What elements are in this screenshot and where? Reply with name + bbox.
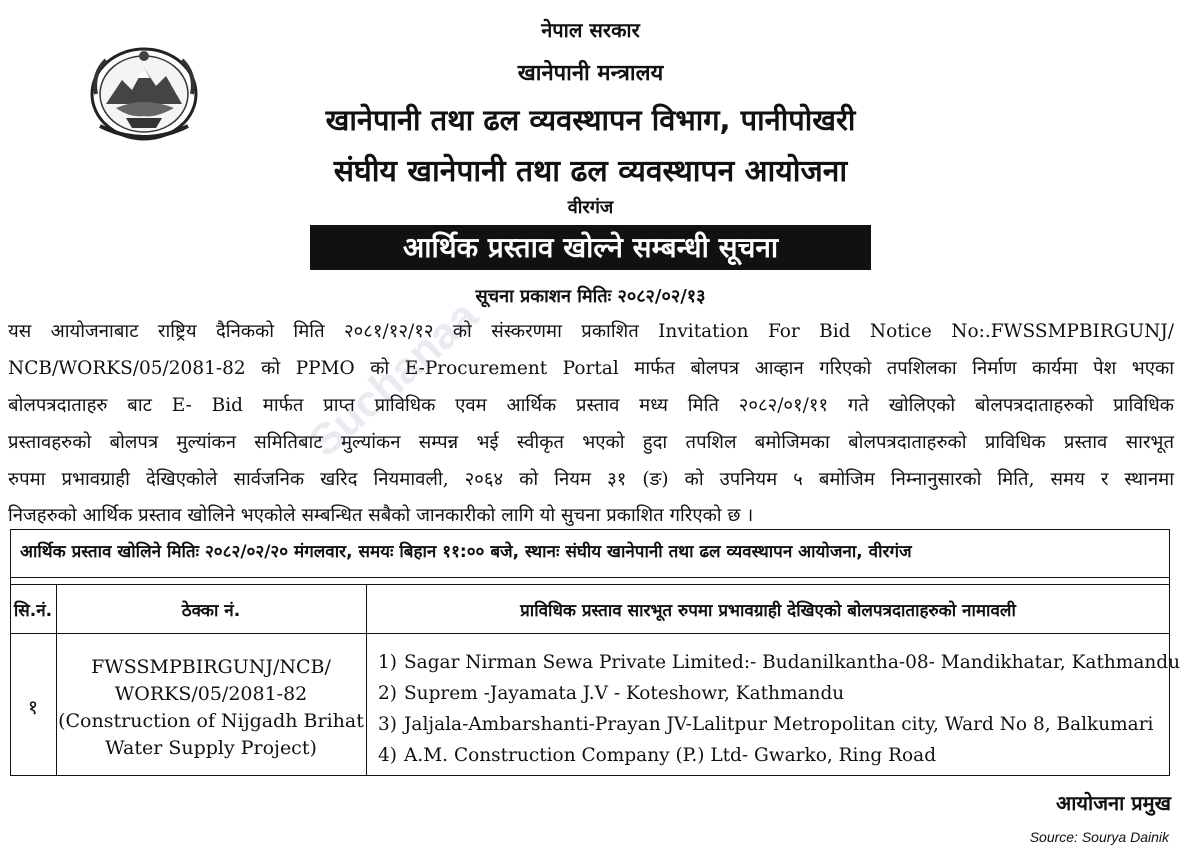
table-column-rule	[366, 584, 367, 776]
body-line: NCB/WORKS/05/2081-82 को PPMO को E-Procurement Portal मार्फत बोलपत्र आव्हान गरिएको तपशिलका निर्माण कार्यमा पेश भएका	[8, 358, 1174, 379]
source-credit: Source: Sourya Dainik	[1029, 829, 1169, 845]
row-sn: १	[27, 695, 39, 719]
bidder-name: Suprem -Jayamata J.V - Koteshowr, Kathmandu	[404, 683, 845, 704]
bidder-name: A.M. Construction Company (P.) Ltd- Gwarko, Ring Road	[404, 745, 937, 766]
body-line: प्रस्तावहरुको बोलपत्र मुल्यांकन समितिबाट मुल्यांकन सम्पन्न भई स्वीकृत भएको हुदा तपशिल बमोजिमका बोलपत्रदाताहरुको प्राविधिक प्रस्ताव सारभूत	[8, 432, 1174, 453]
contract-number	[58, 654, 364, 762]
ministry-name: खानेपानी मन्त्रालय	[517, 61, 664, 86]
table-divider	[10, 633, 1170, 634]
header-contract-no: ठेक्का नं.	[181, 601, 241, 621]
bidder-number: 2)	[378, 683, 397, 704]
table-divider	[10, 584, 1170, 585]
contract-line: (Construction of Nijgadh Brihat	[58, 710, 364, 732]
publication-date: सूचना प्रकाशन मितिः २०८२/०२/१३	[475, 286, 706, 307]
table-divider	[10, 577, 1170, 578]
body-line: रुपमा प्रभावग्राही देखिएकोले सार्वजनिक खरिद नियमावली, २०६४ को नियम ३१ (ङ) को उपनियम ५ बमोजिम निम्नानुसारको मिति, समय र स्थानमा	[8, 469, 1174, 490]
list-item	[378, 740, 1180, 771]
notice-title: आर्थिक प्रस्ताव खोल्ने सम्बन्धी सूचना	[310, 225, 871, 270]
list-item	[378, 647, 1180, 678]
opening-info: आर्थिक प्रस्ताव खोलिने मितिः २०८२/०२/२० मंगलवार, समयः बिहान ११:०० बजे, स्थानः संघीय खानेपानी तथा ढल व्यवस्थापन आयोजना, वीरगंज	[20, 542, 912, 562]
bidder-number: 3)	[378, 714, 397, 735]
header-sn: सि.नं.	[13, 601, 53, 621]
contract-line: WORKS/05/2081-82	[114, 683, 308, 705]
body-line: निजहरुको आर्थिक प्रस्ताव खोलिने भएकोले सम्बन्धित सबैको जानकारीको लागि यो सुचना प्रकाशित गरिएको छ ।	[8, 505, 754, 526]
bidder-list	[378, 647, 1180, 771]
list-item	[378, 678, 1180, 709]
watermark: Suchanaa	[300, 290, 488, 467]
bidder-name: Sagar Nirman Sewa Private Limited:- Budanilkantha-08- Mandikhatar, Kathmandu	[404, 652, 1181, 673]
bidder-name: Jaljala-Ambarshanti-Prayan JV-Lalitpur Metropolitan city, Ward No 8, Balkumari	[404, 714, 1154, 735]
bidder-number: 4)	[378, 745, 397, 766]
body-line: बोलपत्रदाताहरु बाट E- Bid मार्फत प्राप्त प्राविधिक एवम आर्थिक प्रस्ताव मध्य मिति २०८२/०१/११ गते खोलिएको बोलपत्रदाताहरुको प्राविधिक	[8, 395, 1174, 416]
header-bidders: प्राविधिक प्रस्ताव सारभूत रुपमा प्रभावग्राही देखिएको बोलपत्रदाताहरुको नामावली	[520, 601, 1016, 621]
contract-line: FWSSMPBIRGUNJ/NCB/	[91, 656, 331, 678]
table-column-rule	[56, 584, 57, 776]
contract-line: Water Supply Project)	[105, 737, 317, 759]
government-name: नेपाल सरकार	[541, 18, 640, 42]
signature: आयोजना प्रमुख	[1055, 791, 1171, 815]
body-line: यस आयोजनाबाट राष्ट्रिय दैनिकको मिति २०८१/१२/१२ को संस्करणमा प्रकाशित Invitation For Bid Notice No:.FWSSMPBIRGUNJ/	[8, 321, 1174, 342]
project-name: संघीय खानेपानी तथा ढल व्यवस्थापन आयोजना	[333, 154, 848, 189]
list-item	[378, 709, 1180, 740]
department-name: खानेपानी तथा ढल व्यवस्थापन विभाग, पानीपोखरी	[325, 103, 856, 137]
office-location: वीरगंज	[567, 197, 614, 218]
bidder-number: 1)	[378, 652, 397, 673]
